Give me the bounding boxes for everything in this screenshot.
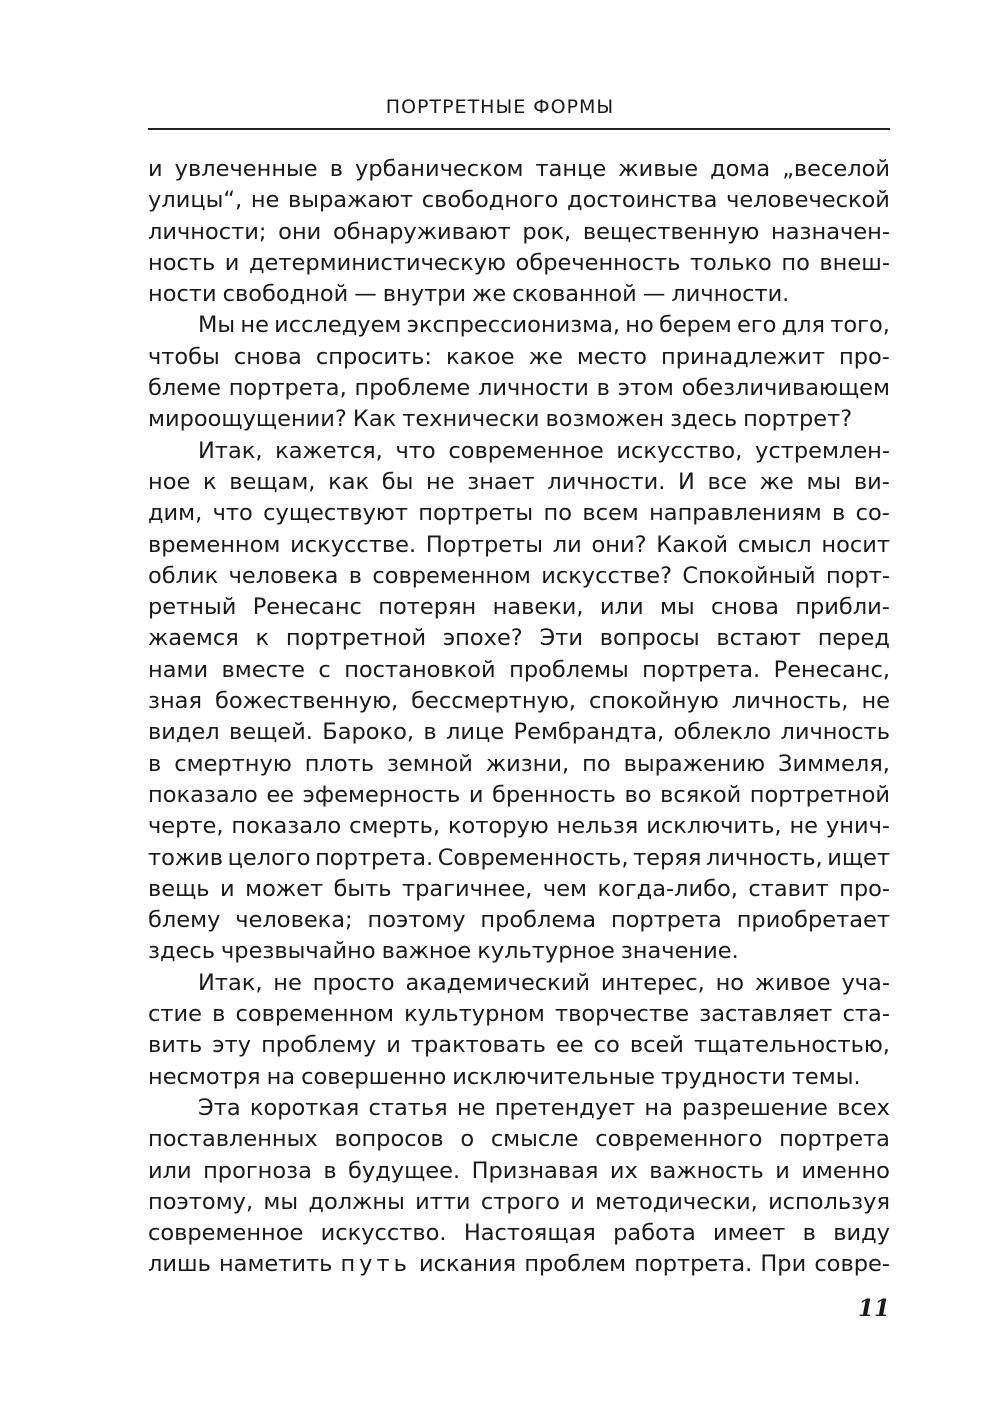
page-number: 11 [857, 1295, 890, 1322]
text-line: поэтому, мы должны итти строго и методически, используя [148, 1188, 890, 1215]
text-line: стие в современном культурном творчестве заставляет ста- [148, 1001, 890, 1028]
text-line: тожив целого портрета. Современность, теряя личность, ищет [148, 844, 890, 871]
paragraph [148, 436, 890, 968]
text-line: улицы“, не выражают свободного достоинства человеческой [148, 187, 890, 214]
text-line: Итак, кажется, что современное искусство, устремлен- [198, 437, 890, 464]
text-line: вить эту проблему и трактовать ее со всей тщательностью, [148, 1032, 890, 1059]
text-line: здесь чрезвычайно важное культурное значение. [148, 938, 739, 965]
text-line: поставленных вопросов о смысле современного портрета [148, 1126, 890, 1153]
text-line: черте, показало смерть, которую нельзя исключить, не унич- [148, 813, 890, 840]
text-line: показало ее эфемерность и бренность во всякой портретной [148, 781, 890, 808]
text-line: и увлеченные в урбаническом танце живые дома „веселой [148, 156, 890, 182]
text-line: Итак, не просто академический интерес, но живое уча- [198, 969, 890, 996]
text-line: вещь и может быть трагичнее, чем когда-либо, ставит про- [148, 875, 890, 902]
text-line: мироощущении? Как технически возможен здесь портрет? [148, 406, 853, 433]
paragraph [148, 154, 890, 310]
text-line: временном искусстве. Портреты ли они? Какой смысл носит [148, 531, 890, 558]
text-line: или прогноза в будущее. Признавая их важность и именно [148, 1157, 890, 1184]
running-head: ПОРТРЕТНЫЕ ФОРМЫ [385, 96, 615, 118]
text-line: чтобы снова спросить: какое же место принадлежит про- [148, 343, 890, 370]
text-line: блеме портрета, проблеме личности в этом обезличивающем [148, 375, 890, 402]
text-line: нами вместе с постановкой проблемы портрета. Ренесанс, [148, 656, 890, 683]
text-line: несмотря на совершенно исключительные трудности темы. [148, 1063, 861, 1090]
paragraph [148, 310, 890, 435]
text-line: современное искусство. Настоящая работа имеет в виду [148, 1220, 890, 1247]
text-line: ность и детерминистическую обреченность только по внеш- [148, 249, 890, 276]
text-line: видел вещей. Бароко, в лице Рембрандта, облекло личность [148, 719, 890, 746]
text-line: облик человека в современном искусстве? Спокойный порт- [148, 562, 890, 589]
paragraph [148, 968, 890, 1093]
text-line: Эта короткая статья не претендует на разрешение всех [198, 1094, 890, 1121]
text-line: в смертную плоть земной жизни, по выражению Зиммеля, [148, 750, 890, 777]
header-rule [148, 128, 890, 130]
text-line: личности; они обнаруживают рок, вещественную назначен- [148, 218, 890, 245]
text-line: ретный Ренесанс потерян навеки, или мы снова прибли- [148, 594, 890, 621]
text-line: Мы не исследуем экспрессионизма, но берем его для того, [198, 312, 890, 339]
text-line: жаемся к портретной эпохе? Эти вопросы встают перед [148, 625, 890, 652]
text-line: лишь наметить путь искания проблем портрета. При совре- [148, 1251, 890, 1278]
text-line: дим, что существуют портреты по всем направлениям в со- [148, 500, 890, 527]
text-line: блему человека; поэтому проблема портрета приобретает [148, 907, 890, 934]
text-line: ное к вещам, как бы не знает личности. И все же мы ви- [148, 468, 890, 495]
text-line: зная божественную, бессмертную, спокойную личность, не [148, 688, 890, 715]
paragraph [148, 1093, 890, 1281]
text-line: ности свободной — внутри же скованной — личности. [148, 281, 790, 308]
body-text [148, 154, 890, 1281]
